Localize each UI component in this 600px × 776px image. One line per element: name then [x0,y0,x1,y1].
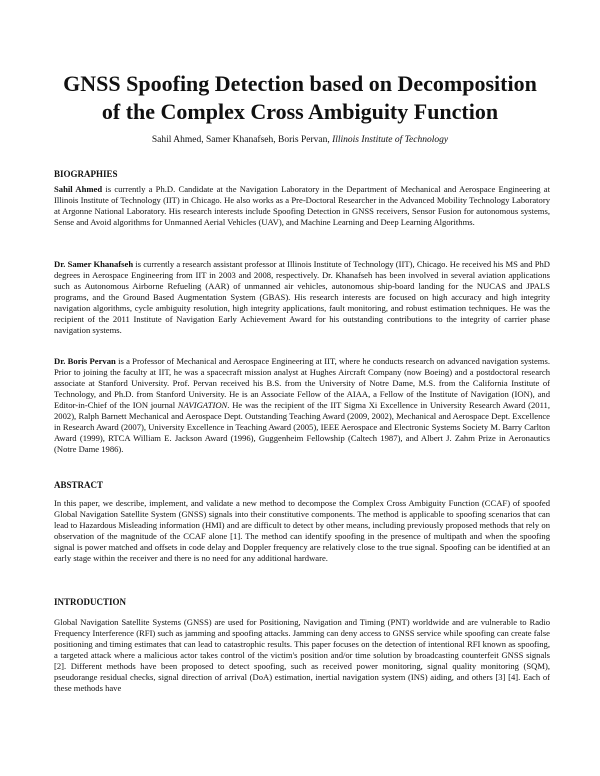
title-line-1: GNSS Spoofing Detection based on Decomposition [63,71,537,96]
bio2-text: is currently a research assistant professor at Illinois Institute of Technology (IIT), Chicago. He received his MS and PhD degrees in Aerospace Engineering from IIT in 2003 and 2008, respectively. Dr. Khanafseh has been involved in several aviation applications such as Autonomous Airborne Refueling (AAR) of unmanned air vehicles, autonomous ship-board landing for the NUCAS and JPALS programs, and the Ground Based Augmentation System (GBAS). His research interests are focused on high accuracy and high integrity navigation algorithms, cycle ambiguity resolution, high integrity applications, fault monitoring, and robust estimation techniques. He was the recipient of the 2011 Institute of Navigation Early Achievement Award for his outstanding contributions to the integrity of carrier phase navigation systems. [54,259,550,335]
abstract-heading: ABSTRACT [54,480,104,490]
introduction-heading: INTRODUCTION [54,597,127,607]
bio-samer-khanafseh [54,259,550,336]
bio2-name: Dr. Samer Khanafseh [54,259,134,269]
paper-title [40,70,560,126]
bio3-journal: NAVIGATION [177,399,228,410]
authors: Sahil Ahmed, Samer Khanafseh, Boris Pervan, [151,135,330,145]
bio1-name: Sahil Ahmed [54,184,103,194]
bio-boris-pervan [54,356,550,455]
author-line [40,134,560,146]
bio-sahil-ahmed [54,184,550,228]
bio3-text-before: is a Professor of Mechanical and Aerospace Engineering at IIT, where he conducts research on advanced navigation systems. Prior to joining the faculty at IIT, he was a spacecraft mission analyst at Hughes Aircraft Company (now Boeing) and a postdoctoral research associate at Stanford University. Prof. Pervan received his B.S. from the University of Notre Dame, M.S. from the California Institute of Technology, and Ph.D. from Stanford University. He is an Associate Fellow of the AIAA, a Fellow of the Institute of Navigation (ION), and Editor-in-Chief of the ION journal [54,356,550,410]
abstract-text: In this paper, we describe, implement, and validate a new method to decompose the Complex Cross Ambiguity Function (CCAF) of spoofed Global Navigation Satellite System (GNSS) signals into their constitutive components. The method is applicable to spoofing scenarios that can lead to Hazardous Misleading information (HMI) and are difficult to detect by other means, including previously proposed methods that rely on observation of the magnitude of the CCAF alone [1]. The method can identify spoofing in the presence of multipath and when the spoofing signal is power matched and offsets in code delay and Doppler frequency are relatively close to the true signal. Spoofing can be identified at an early stage within the receiver and there is no need for any additional hardware. [54,498,550,563]
affiliation: Illinois Institute of Technology [332,135,449,145]
bio1-text: is currently a Ph.D. Candidate at the Navigation Laboratory in the Department of Mechanical and Aerospace Engineering at Illinois Institute of Technology (IIT) in Chicago. He also works as a Pre-Doctoral Researcher in the Advanced Mobility Technology Laboratory at Argonne National Laboratory. His research interests include Spoofing Detection in GNSS receivers, Sensor Fusion for autonomous systems, Sense and Avoid algorithms for Unmanned Aerial Vehicles (UAV), and Machine Learning and Deep Learning Algorithms. [54,184,550,227]
bio3-text-after: . He was the recipient of the IIT Sigma Xi Excellence in University Research Award (2011, 2002), Ralph Barnett Mechanical and Aerospace Dept. Outstanding Teaching Award (2009, 2002), Mechanical and Aerospace Dept. Excellence in Research Award (2007), University Excellence in Teaching Award (2005), IEEE Aerospace and Electronic Systems Society M. Barry Carlton Award (1999), RTCA William E. Jackson Award (1996), Guggenheim Fellowship (Caltech 1987), and Albert J. Zahm Prize in Aeronautics (Notre Dame 1986). [54,399,551,454]
bio3-name: Dr. Boris Pervan [54,356,116,366]
biographies-heading: BIOGRAPHIES [54,169,118,179]
title-line-2: of the Complex Cross Ambiguity Function [101,99,499,124]
introduction-text: Global Navigation Satellite Systems (GNSS) are used for Positioning, Navigation and Timing (PNT) worldwide and are vulnerable to Radio Frequency Interference (RFI) such as jamming and spoofing attacks. Jamming can deny access to GNSS service while spoofing can create false positioning and timing estimates that can lead to catastrophic results. This paper focuses on the detection of intentional RFI known as spoofing, a targeted attack where a malicious actor takes control of the victim's position and/or time solution by broadcasting counterfeit GNSS signals [2]. Different methods have been proposed to detect spoofing, such as received power monitoring, signal quality monitoring (SQM), pseudorange residual checks, signal direction of arrival (DoA) estimation, inertial navigation system (INS) aiding, and others [3] [4]. Each of these methods have [54,617,550,693]
